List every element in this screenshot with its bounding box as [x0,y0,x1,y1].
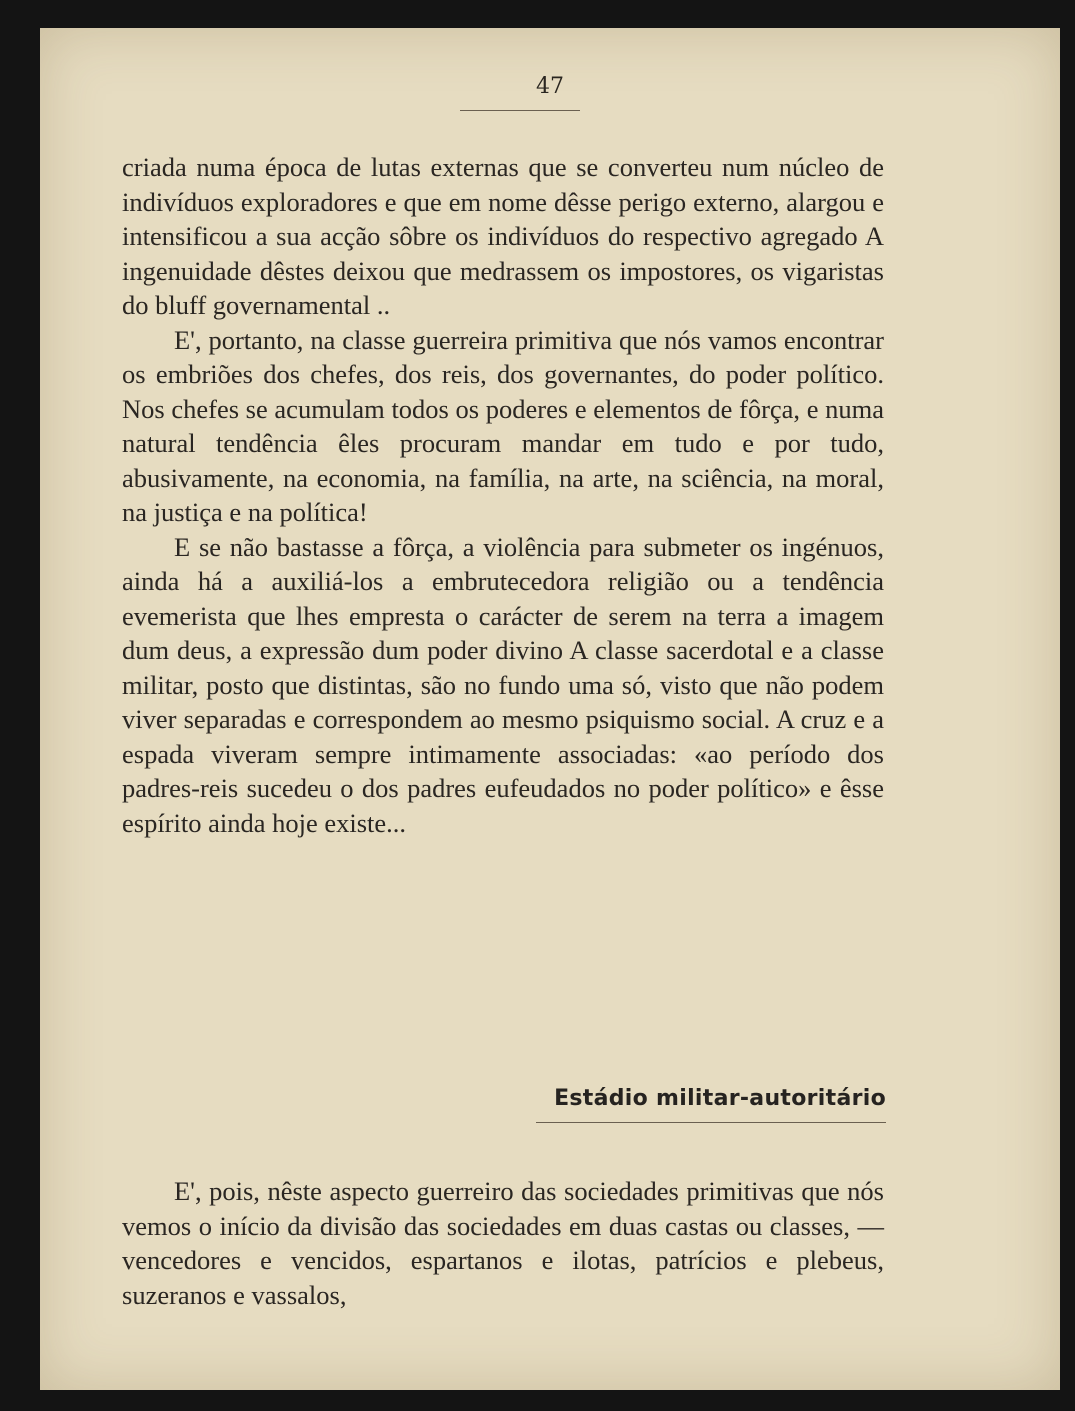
paragraph-3: E se não bastasse a fôrça, a violência para submeter os ingénuos, ainda há a auxiliá-los a embrutecedora religião ou a tendência evemerista que lhes empresta o carácter de serem na terra a imagem dum deus, a expressão dum poder divino A classe sacerdotal e a classe militar, posto que distintas, são no fundo uma só, visto que não podem viver separadas e correspondem ao mesmo psiquismo social. A cruz e a espada viveram sempre intimamente associadas: «ao período dos padres-reis sucedeu o dos padres eufeudados no poder político» e êsse espírito ainda hoje existe... [122,531,884,838]
body-text-block [122,150,884,840]
paragraph-1: criada numa época de lutas externas que se converteu num núcleo de indivíduos exploradores e que em nome dêsse perigo externo, alargou e intensificou a sua acção sôbre os indivíduos do respectivo agregado A ingenuidade dêstes deixou que medrassem os impostores, os vigaristas do bluff governamental .. [122,152,884,320]
body-text-block-2 [122,1174,884,1312]
section-heading-rule [536,1122,886,1123]
page-number-rule [460,110,580,111]
page-number: 47 [536,74,564,99]
paragraph-2: E', portanto, na classe guerreira primitiva que nós vamos encontrar os embriões dos chefes, dos reis, dos governantes, do poder político. Nos chefes se acumulam todos os poderes e elementos de fôrça, e numa natural tendência êles procuram mandar em tudo e por tudo, abusivamente, na economia, na família, na arte, na sciência, na moral, na justiça e na política! [122,324,884,527]
section-heading: Estádio militar-autoritário [554,1086,886,1111]
book-page [40,28,1060,1390]
paragraph-4: E', pois, nêste aspecto guerreiro das sociedades primitivas que nós vemos o início da divisão das sociedades em duas castas ou classes, — vencedores e vencidos, espartanos e ilotas, patrícios e plebeus, suzeranos e vassalos, [122,1176,884,1310]
